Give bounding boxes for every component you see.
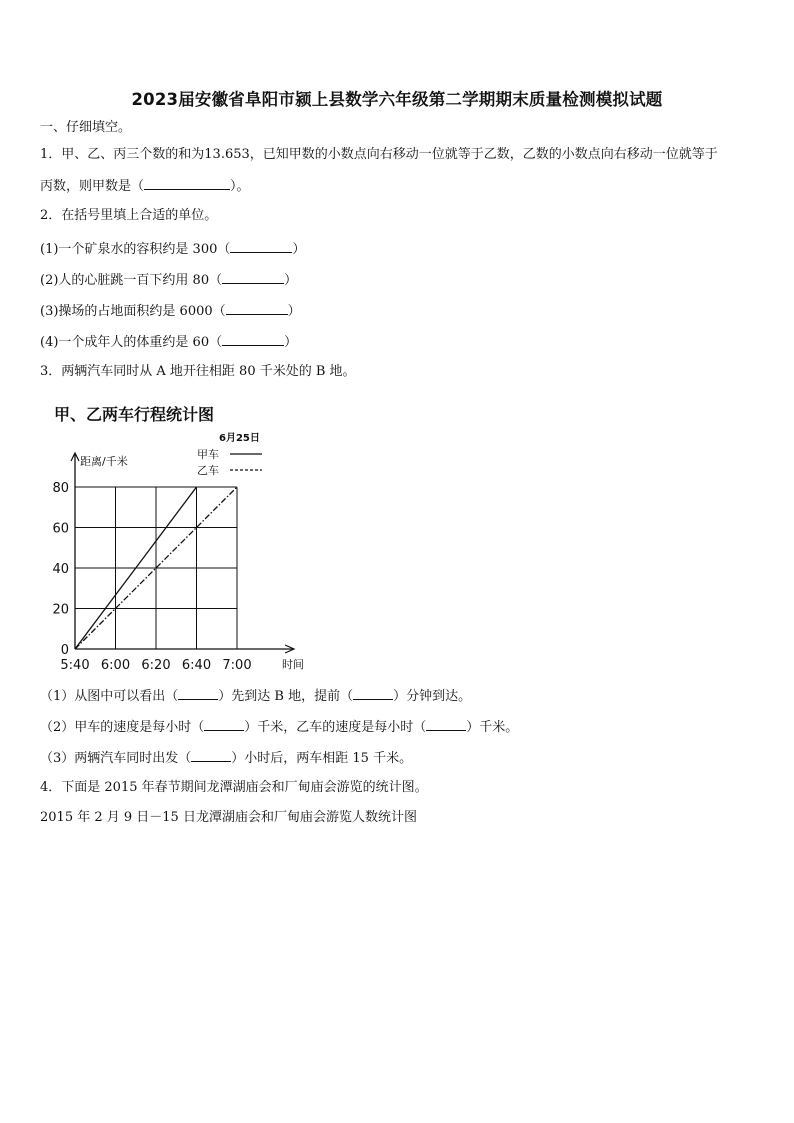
answer-blank[interactable] [226,301,288,315]
x-tick-label: 5:40 [60,658,90,673]
item-prefix: (1)一个矿泉水的容积约是 300（ [40,242,231,257]
sub3-part-b: ）小时后，两车相距 15 千米。 [231,751,413,766]
question-2-item [40,301,301,321]
answer-blank[interactable] [222,332,284,346]
section-heading: 一、仔细填空。 [40,120,132,135]
question-1-line2 [40,176,250,196]
chart-title: 甲、乙两车行程统计图 [54,405,215,424]
question-2-item [40,239,305,259]
chart-svg [44,396,324,676]
answer-blank[interactable] [204,717,244,731]
question-3-sub3 [40,748,412,768]
y-tick-label: 0 [60,643,69,658]
answer-blank[interactable] [222,270,284,284]
question-4-stem: 4．下面是 2015 年春节期间龙潭湖庙会和厂甸庙会游览的统计图。 [40,780,428,795]
x-tick-label: 6:00 [100,658,131,673]
item-suffix: ） [292,242,306,257]
sub2-part-b: ）千米，乙车的速度是每小时（ [244,720,427,735]
x-tick-label: 6:40 [181,658,212,673]
chart-date: 6月25日 [219,433,260,444]
x-tick-label: 6:20 [141,658,171,673]
question-3-stem: 3．两辆汽车同时从 A 地开往相距 80 千米处的 B 地。 [40,364,356,379]
item-suffix: ） [284,335,298,350]
question-4-caption: 2015 年 2 月 9 日－15 日龙潭湖庙会和厂甸庙会游览人数统计图 [40,810,417,825]
answer-blank[interactable] [230,239,292,253]
item-prefix: (3)操场的占地面积约是 6000（ [40,304,226,319]
question-3-sub2 [40,717,518,737]
item-suffix: ） [287,304,301,319]
travel-chart [44,396,324,676]
legend-label: 乙车 [197,464,219,477]
sub1-part-b: ）先到达 B 地，提前（ [218,689,354,704]
y-tick-label: 20 [52,602,69,618]
question-3-sub1 [40,686,471,706]
x-axis-label: 时间 [282,658,304,671]
item-prefix: (4)一个成年人的体重约是 60（ [40,335,223,350]
sub2-part-c: ）千米。 [466,720,519,735]
answer-blank[interactable] [178,686,218,700]
q1-prefix: 丙数，则甲数是（ [40,179,145,194]
question-2-item [40,332,297,352]
answer-blank[interactable] [426,717,466,731]
question-1-line1: 1．甲、乙、丙三个数的和为13.653，已知甲数的小数点向右移动一位就等于乙数，乙数的小数点向右移动一位就等于 [40,147,718,162]
sub2-part-a: （2）甲车的速度是每小时（ [40,720,205,735]
x-tick-label: 7:00 [222,658,252,673]
item-suffix: ） [284,273,298,288]
question-2-item [40,270,297,290]
sub3-part-a: （3）两辆汽车同时出发（ [40,751,192,766]
y-tick-label: 80 [52,481,69,496]
answer-blank[interactable] [144,176,230,190]
q1-suffix: ）。 [230,179,250,194]
answer-blank[interactable] [353,686,393,700]
sub1-part-a: （1）从图中可以看出（ [40,689,179,704]
y-axis-label: 距离/千米 [80,455,128,468]
item-prefix: (2)人的心脏跳一百下约用 80（ [40,273,223,288]
y-tick-label: 40 [52,562,69,577]
question-2-stem: 2．在括号里填上合适的单位。 [40,208,218,223]
sub1-part-c: ）分钟到达。 [393,689,472,704]
y-tick-label: 60 [52,521,69,537]
answer-blank[interactable] [191,748,231,762]
legend-label: 甲车 [197,448,219,461]
page-title: 2023届安徽省阜阳市颍上县数学六年级第二学期期末质量检测模拟试题 [131,90,663,109]
